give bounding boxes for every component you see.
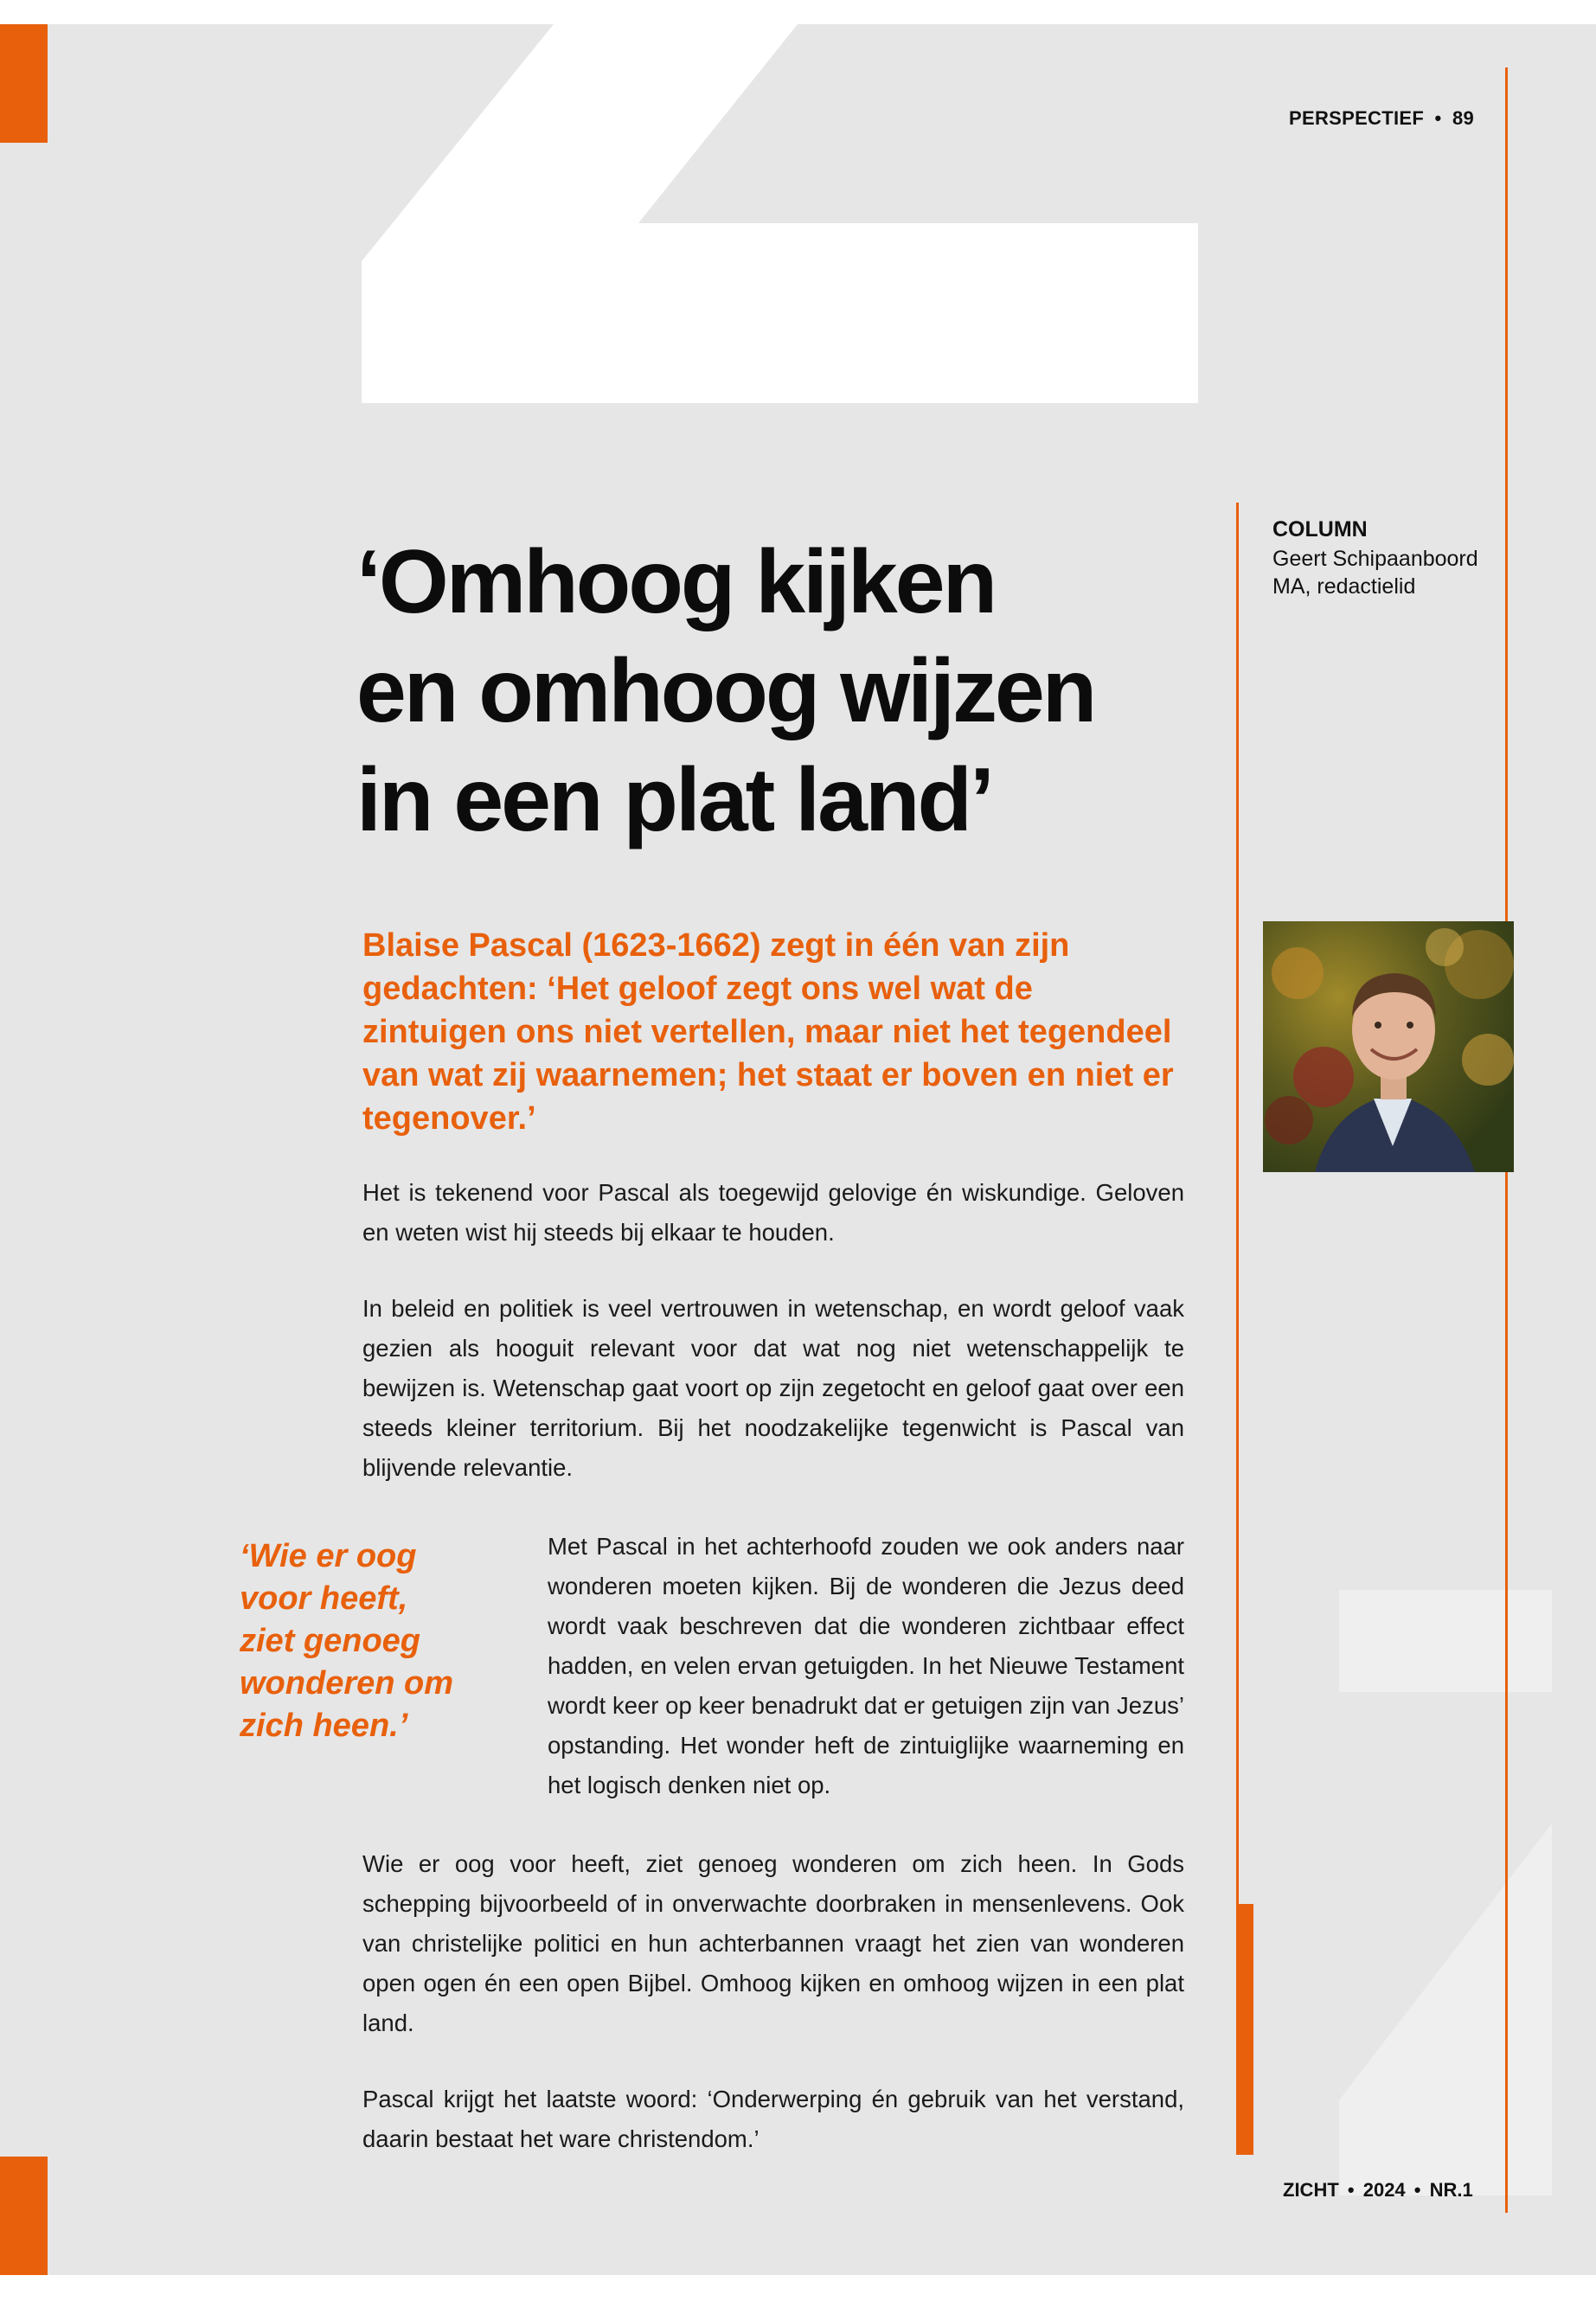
pull-quote-line: voor heeft,	[240, 1580, 408, 1617]
body-paragraph: Wie er oog voor heeft, ziet genoeg wonderen om zich heen. In Gods schepping bijvoorbeeld of in onverwachte doorbraken in mensenlevens. Ook van christelijke politici en hun achterbannen vraagt het zien van wonderen open ogen én een open Bijbel. Omhoog kijken en omhoog wijzen in een plat land.	[362, 1850, 1184, 2036]
pull-quote-line: wonderen om	[240, 1665, 454, 1702]
sidebar-rule-thick	[1236, 1904, 1253, 2155]
publication-name: ZICHT	[1283, 2179, 1339, 2201]
z-logo-graphic	[0, 24, 1596, 457]
author-byline	[1272, 545, 1532, 600]
page-number: 89	[1452, 107, 1475, 129]
bottom-left-accent-bar	[0, 2157, 48, 2275]
author-role: MA, redactielid	[1272, 574, 1416, 599]
footer-separator: •	[1347, 2179, 1355, 2201]
portrait-image	[1263, 921, 1514, 1172]
author-photo	[1263, 921, 1514, 1172]
author-name: Geert Schipaanboord	[1272, 547, 1478, 571]
pull-quote-line: zich heen.’	[240, 1708, 408, 1744]
z-watermark-graphic	[1332, 1590, 1596, 2195]
issue-number: NR.1	[1429, 2179, 1473, 2201]
running-header	[1289, 107, 1474, 130]
publication-year: 2024	[1362, 2179, 1406, 2201]
body-paragraph: Het is tekenend voor Pascal als toegewijd gelovige én wiskundige. Geloven en weten wist hij steeds bij elkaar te houden.	[362, 1179, 1184, 1246]
section-label: PERSPECTIEF	[1289, 107, 1425, 129]
body-paragraph: Pascal krijgt het laatste woord: ‘Onderwerping én gebruik van het verstand, daarin bestaat het ware christendom.’	[362, 2086, 1184, 2152]
magazine-page	[0, 24, 1596, 2275]
title-line: ‘Omhoog kijken	[356, 532, 996, 632]
header-separator: •	[1434, 107, 1442, 129]
article-title	[356, 528, 1204, 855]
article-lead: Blaise Pascal (1623-1662) zegt in één van zijn gedachten: ‘Het geloof zegt ons wel wat de zintuigen ons niet vertellen, maar niet het tegendeel van wat zij waarnemen; het staat er boven en niet er tegenover.’	[362, 927, 1174, 1137]
running-footer	[1283, 2179, 1473, 2202]
footer-separator: •	[1413, 2179, 1421, 2201]
title-line: en omhoog wijzen	[356, 641, 1095, 741]
body-paragraph: In beleid en politiek is veel vertrouwen in wetenschap, en wordt geloof vaak gezien als hooguit relevant voor dat wat nog niet wetenschappelijk te bewijzen is. Wetenschap gaat voort op zijn zegetocht en geloof gaat over een steeds kleiner territorium. Bij het noodzakelijke tegenwicht is Pascal van blijvende relevantie.	[362, 1295, 1184, 1481]
pull-quote	[240, 1535, 490, 1747]
pull-quote-line: ‘Wie er oog	[240, 1538, 417, 1574]
column-label: COLUMN	[1272, 517, 1368, 542]
title-line: in een plat land’	[356, 750, 992, 850]
pull-quote-line: ziet genoeg	[240, 1623, 421, 1659]
body-paragraph: Met Pascal in het achterhoofd zouden we ook anders naar wonderen moeten kijken. Bij de wonderen die Jezus deed wordt vaak beschreven dat die wonderen zichtbaar effect hadden, en velen ervan getuigden. In het Nieuwe Testament wordt keer op keer benadrukt dat er getuigen zijn van Jezus’ opstanding. Het wonder heft de zintuiglijke waarneming en het logisch denken niet op.	[548, 1533, 1184, 1798]
